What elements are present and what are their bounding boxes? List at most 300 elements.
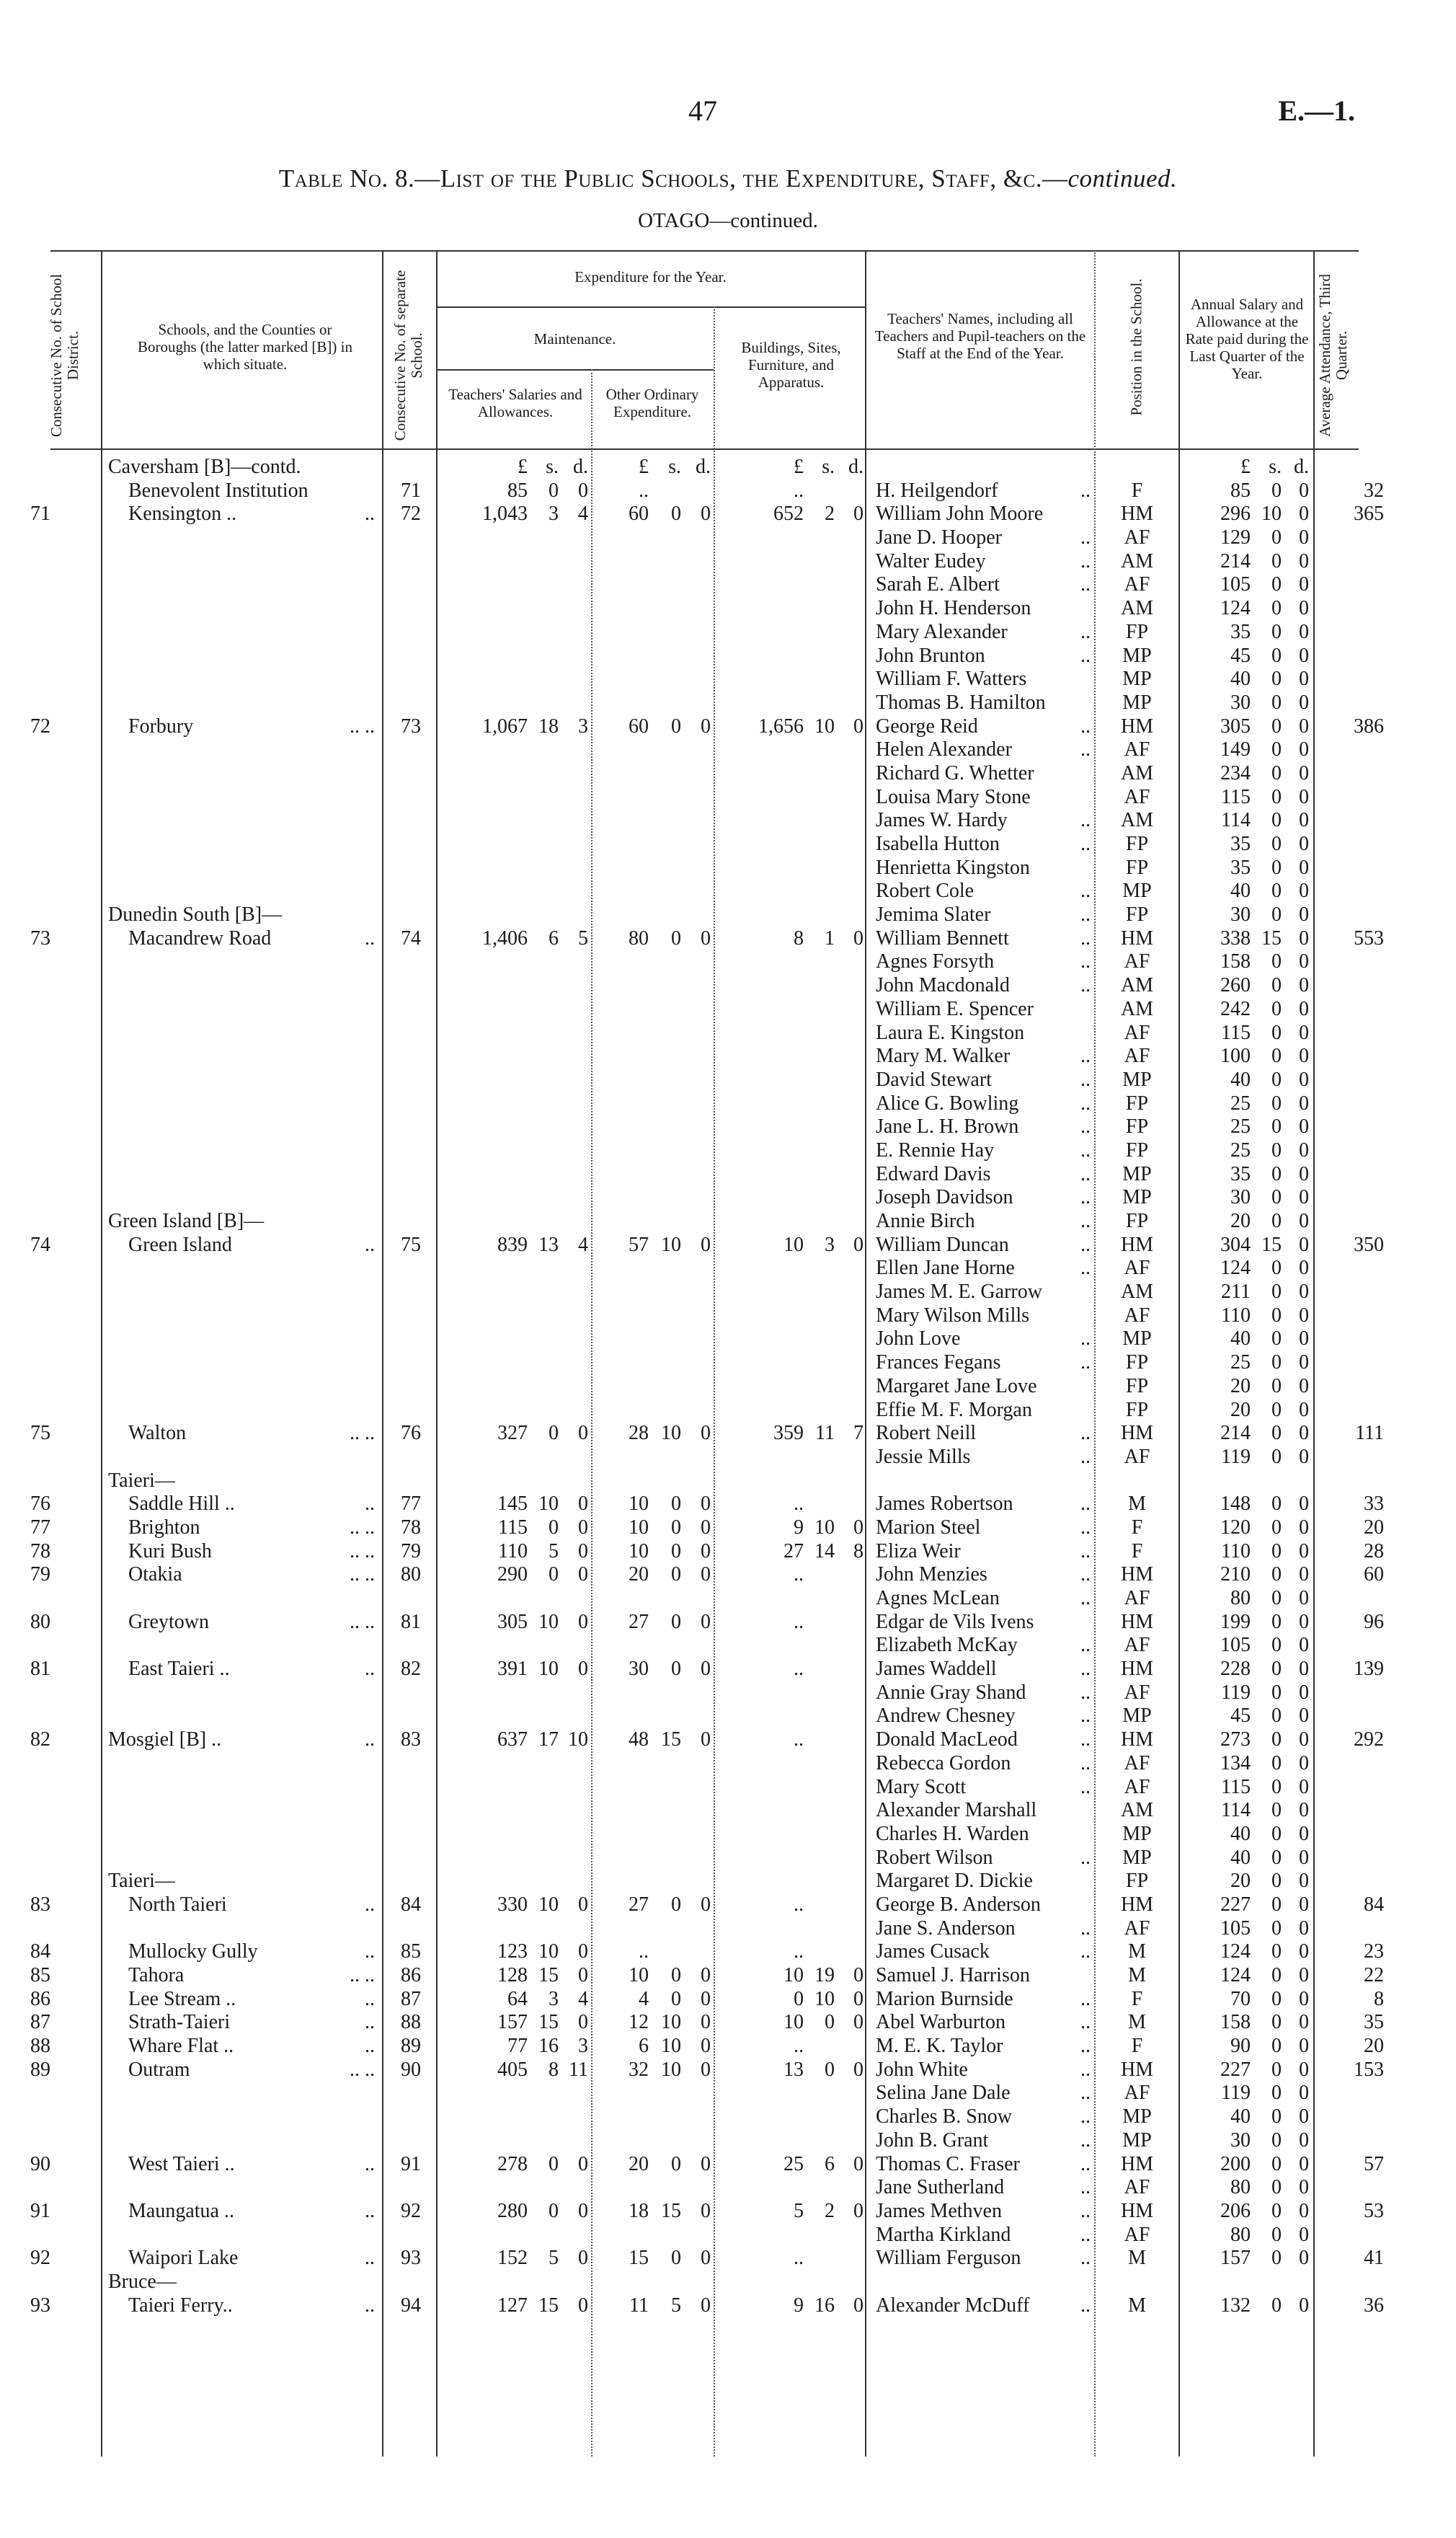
salaries-shillings: 18: [538, 715, 559, 738]
annual-pounds: 114: [1221, 1799, 1251, 1822]
header-attendance: Average Attendance, Third Quarter.: [1316, 273, 1350, 438]
teacher-name: Margaret Jane Love: [876, 1374, 1037, 1397]
annual-shillings: 0: [1271, 856, 1282, 879]
annual-pounds: 124: [1220, 1940, 1251, 1963]
teacher-position: AF: [1124, 1587, 1150, 1609]
annual-shillings: 0: [1271, 620, 1282, 643]
buildings-shillings: 10: [814, 1516, 835, 1539]
other-pence: 0: [701, 1233, 711, 1256]
teacher-position: F: [1131, 2035, 1143, 2058]
other-pounds: 57: [629, 1233, 649, 1256]
buildings-pounds: 9: [794, 2294, 804, 2317]
buildings-shillings: 10: [814, 715, 835, 738]
teacher-name: William Ferguson: [876, 2247, 1021, 2270]
teacher-name: James Cusack: [876, 1940, 990, 1963]
annual-shillings: 0: [1271, 1987, 1282, 2010]
teacher-leader-dots: ..: [1080, 479, 1091, 502]
teacher-name: Charles B. Snow: [876, 2105, 1012, 2128]
average-attendance: 53: [1364, 2199, 1384, 2222]
table-row: [0, 1069, 1456, 1092]
annual-shillings: 0: [1271, 833, 1282, 855]
average-attendance: 23: [1364, 1940, 1384, 1963]
table-row: [0, 526, 1456, 550]
average-attendance: 33: [1364, 1493, 1384, 1516]
buildings-pounds: 9: [794, 1516, 804, 1539]
table-top-rule: [50, 250, 1359, 252]
teacher-name: Jane L. H. Brown: [876, 1115, 1019, 1138]
table-row: [0, 479, 1456, 503]
annual-pence: 0: [1299, 644, 1309, 667]
teacher-name: William F. Watters: [876, 668, 1027, 691]
buildings-pounds: 25: [784, 2152, 804, 2175]
annual-pence: 0: [1299, 1281, 1309, 1304]
teacher-leader-dots: ..: [1080, 1233, 1091, 1256]
annual-shillings: 0: [1271, 1799, 1282, 1822]
other-pounds: 6: [639, 2035, 649, 2058]
teacher-leader-dots: ..: [1080, 1445, 1091, 1468]
leader-dots: .. ..: [350, 1563, 375, 1586]
teacher-name: David Stewart: [876, 1068, 992, 1091]
other-shillings: 0: [671, 1893, 681, 1916]
teacher-leader-dots: ..: [1080, 1916, 1091, 1940]
annual-shillings: 0: [1271, 1893, 1282, 1916]
annual-pounds: 45: [1230, 1704, 1251, 1728]
annual-pounds: 227: [1220, 1893, 1251, 1916]
table-row: [0, 645, 1456, 668]
teacher-position: AF: [1124, 1257, 1150, 1280]
buildings-pounds: ..: [794, 1940, 804, 1963]
teacher-leader-dots: ..: [1080, 1115, 1091, 1138]
school-no: 88: [401, 2011, 421, 2034]
salaries-pounds: 1,067: [482, 715, 528, 738]
other-pence: 0: [701, 2011, 711, 2034]
annual-pence: 0: [1299, 2176, 1309, 2199]
teacher-leader-dots: ..: [1080, 950, 1091, 973]
leader-dots: ..: [365, 1658, 375, 1681]
teacher-position: M: [1128, 1940, 1146, 1963]
teacher-name: James Methven: [876, 2199, 1002, 2222]
leader-dots: ..: [365, 1233, 375, 1256]
annual-shillings: 0: [1271, 1658, 1282, 1681]
other-pounds: 60: [629, 715, 649, 738]
teacher-name: Annie Birch: [876, 1210, 975, 1232]
buildings-pounds: ..: [794, 1493, 804, 1516]
table-row: [0, 1045, 1456, 1069]
annual-pence: 0: [1299, 1775, 1309, 1798]
annual-pounds: 35: [1230, 620, 1251, 643]
annual-pounds: 206: [1220, 2199, 1251, 2222]
school-no: 91: [401, 2152, 421, 2175]
table-row: [0, 2271, 1456, 2294]
other-shillings: 0: [671, 1516, 681, 1539]
teacher-name: Jane S. Anderson: [876, 1916, 1016, 1940]
teacher-name: Eliza Weir: [876, 1539, 961, 1562]
table-row: [0, 1493, 1456, 1516]
annual-pounds: 158: [1220, 2011, 1251, 2034]
annual-pounds: 296: [1220, 503, 1251, 526]
salaries-pence: 0: [578, 1493, 588, 1516]
annual-pence: 0: [1299, 1045, 1309, 1068]
annual-pounds: 35: [1230, 856, 1251, 879]
leader-dots: ..: [365, 2152, 375, 2175]
annual-pounds: 110: [1221, 1539, 1251, 1562]
annual-shillings: 0: [1271, 974, 1282, 997]
other-pence: 0: [701, 927, 711, 950]
buildings-shillings: 0: [825, 2058, 835, 2081]
annual-shillings: 0: [1271, 2105, 1282, 2128]
annual-pounds: £: [1240, 456, 1251, 478]
teacher-leader-dots: ..: [1080, 903, 1091, 927]
teacher-leader-dots: ..: [1080, 927, 1091, 950]
teacher-leader-dots: ..: [1080, 715, 1091, 738]
teacher-position: AF: [1124, 950, 1150, 973]
table-row: [0, 1587, 1456, 1611]
other-pounds: 80: [629, 927, 649, 950]
teacher-leader-dots: ..: [1080, 809, 1091, 832]
school-name: Taieri Ferry..: [128, 2294, 233, 2317]
salaries-pounds: 330: [497, 1893, 528, 1916]
document-reference: E.—1.: [1278, 94, 1355, 127]
buildings-pence: 0: [853, 2058, 864, 2081]
table-row: [0, 738, 1456, 762]
school-no: 80: [401, 1563, 421, 1586]
leader-dots: .. ..: [350, 1422, 375, 1445]
annual-pounds: 114: [1221, 809, 1251, 832]
teacher-position: FP: [1125, 1115, 1149, 1138]
annual-pounds: 158: [1220, 950, 1251, 973]
header-expenditure: Expenditure for the Year.: [574, 268, 727, 286]
buildings-pounds: ..: [794, 1893, 804, 1916]
annual-pence: 0: [1299, 2058, 1309, 2081]
annual-pence: 0: [1299, 573, 1309, 596]
table-row: [0, 927, 1456, 951]
district-no: 81: [30, 1658, 50, 1681]
salaries-pounds: 110: [498, 1539, 528, 1562]
salaries-pounds: 145: [497, 1493, 528, 1516]
annual-shillings: 0: [1271, 1327, 1282, 1350]
annual-pounds: 120: [1220, 1516, 1251, 1539]
other-pence: 0: [701, 1658, 711, 1681]
annual-pounds: 20: [1230, 1398, 1251, 1421]
annual-pounds: 148: [1220, 1493, 1251, 1516]
teacher-leader-dots: ..: [1080, 1987, 1091, 2010]
teacher-position: HM: [1120, 715, 1154, 738]
salaries-pounds: 280: [497, 2199, 528, 2222]
buildings-pounds: 27: [784, 1539, 804, 1562]
annual-shillings: 0: [1271, 903, 1282, 927]
teacher-position: MP: [1122, 2105, 1152, 2128]
annual-shillings: 0: [1271, 2223, 1282, 2246]
table-row: [0, 1847, 1456, 1870]
teacher-leader-dots: ..: [1080, 1658, 1091, 1681]
teacher-name: Rebecca Gordon: [876, 1751, 1011, 1774]
annual-pence: 0: [1299, 2223, 1309, 2246]
table-row: [0, 1658, 1456, 1681]
annual-shillings: 0: [1271, 880, 1282, 903]
teacher-position: AF: [1124, 1775, 1150, 1798]
annual-pounds: 70: [1230, 1987, 1251, 2010]
salaries-pence: 0: [578, 1964, 588, 1986]
teacher-leader-dots: ..: [1080, 644, 1091, 667]
annual-pence: 0: [1299, 1162, 1309, 1185]
teacher-name: Robert Neill: [876, 1422, 977, 1445]
teacher-position: AM: [1120, 809, 1154, 832]
annual-shillings: s.: [1269, 456, 1282, 478]
annual-pence: 0: [1299, 1493, 1309, 1516]
average-attendance: 292: [1354, 1728, 1384, 1751]
teacher-position: FP: [1125, 620, 1149, 643]
salaries-pence: 3: [578, 2035, 588, 2058]
annual-shillings: 0: [1271, 1870, 1282, 1893]
teacher-leader-dots: ..: [1080, 1587, 1091, 1609]
buildings-pounds: 10: [784, 2011, 804, 2034]
annual-shillings: 0: [1271, 1563, 1282, 1586]
school-no: 87: [401, 1987, 421, 2010]
teacher-name: James W. Hardy: [876, 809, 1008, 832]
teacher-position: MP: [1122, 1704, 1152, 1728]
annual-shillings: 0: [1271, 1304, 1282, 1327]
salaries-shillings: 10: [538, 1658, 559, 1681]
teacher-name: Abel Warburton: [876, 2011, 1006, 2034]
other-pence: 0: [701, 1516, 711, 1539]
header-teachers: Teachers' Names, including all Teachers and Pupil-teachers on the Staff at the End of the Year.: [874, 310, 1086, 362]
buildings-shillings: 2: [825, 503, 835, 526]
header-school-no: Consecutive No. of separate School.: [391, 270, 425, 441]
teacher-position: F: [1131, 1516, 1143, 1539]
teacher-position: MP: [1122, 1822, 1152, 1845]
teacher-leader-dots: ..: [1080, 1775, 1091, 1798]
annual-pence: 0: [1299, 1068, 1309, 1091]
teacher-position: HM: [1120, 1893, 1154, 1916]
school-no: 93: [401, 2247, 421, 2270]
table-row: [0, 1634, 1456, 1658]
buildings-pounds: 359: [773, 1422, 804, 1445]
header-other: Other Ordinary Expenditure.: [605, 386, 699, 420]
teacher-name: Elizabeth McKay: [876, 1634, 1018, 1657]
header-maintenance: Maintenance.: [533, 330, 616, 348]
table-body: [0, 456, 1456, 2317]
table-row: [0, 1940, 1456, 1964]
teacher-position: MP: [1122, 1068, 1152, 1091]
teacher-name: Laura E. Kingston: [876, 1021, 1025, 1044]
teacher-name: James Waddell: [876, 1658, 997, 1681]
other-shillings: 15: [661, 2199, 681, 2222]
school-no: 79: [401, 1539, 421, 1562]
table-row: [0, 2059, 1456, 2082]
teacher-name: Mary M. Walker: [876, 1045, 1011, 1068]
table-row: [0, 2011, 1456, 2035]
annual-shillings: 0: [1271, 2082, 1282, 2105]
table-row: [0, 2224, 1456, 2247]
teacher-name: Edgar de Vils Ivens: [876, 1610, 1034, 1633]
teacher-leader-dots: ..: [1080, 1728, 1091, 1751]
salaries-shillings: 10: [538, 1893, 559, 1916]
buildings-shillings: 2: [825, 2199, 835, 2222]
other-pounds: 11: [629, 2294, 649, 2317]
annual-pence: 0: [1299, 2199, 1309, 2222]
buildings-pence: 0: [853, 927, 864, 950]
teacher-position: FP: [1125, 1210, 1149, 1232]
annual-pounds: 40: [1230, 1846, 1251, 1869]
other-pounds: 10: [629, 1539, 649, 1562]
table-row: [0, 1516, 1456, 1540]
teacher-position: AM: [1120, 1281, 1154, 1304]
teacher-leader-dots: ..: [1080, 2035, 1091, 2058]
annual-pence: 0: [1299, 974, 1309, 997]
annual-shillings: 0: [1271, 997, 1282, 1020]
annual-pence: 0: [1299, 1964, 1309, 1986]
teacher-name: William John Moore: [876, 503, 1044, 526]
salaries-pence: 0: [578, 2011, 588, 2034]
district-no: 73: [30, 927, 50, 950]
annual-pounds: 119: [1221, 1681, 1251, 1704]
teacher-position: MP: [1122, 644, 1152, 667]
other-pence: 0: [701, 2035, 711, 2058]
leader-dots: ..: [365, 1728, 375, 1751]
table-row: [0, 2200, 1456, 2224]
annual-shillings: 0: [1271, 668, 1282, 691]
salaries-pence: 0: [578, 1610, 588, 1633]
teacher-name: Alice G. Bowling: [876, 1092, 1019, 1115]
salaries-pounds: £: [518, 456, 528, 478]
average-attendance: 153: [1354, 2058, 1384, 2081]
salaries-pounds: 123: [497, 1940, 528, 1963]
annual-pounds: 30: [1230, 2128, 1251, 2152]
salaries-pence: 0: [578, 2152, 588, 2175]
table-row: [0, 1469, 1456, 1493]
district-no: 79: [30, 1563, 50, 1586]
annual-pounds: 304: [1220, 1233, 1251, 1256]
teacher-position: MP: [1122, 1162, 1152, 1185]
other-pence: 0: [701, 1563, 711, 1586]
annual-pence: 0: [1299, 1751, 1309, 1774]
leader-dots: ..: [365, 503, 375, 526]
annual-pence: 0: [1299, 1870, 1309, 1893]
teacher-position: MP: [1122, 691, 1152, 714]
table-row: [0, 503, 1456, 526]
annual-shillings: 0: [1271, 1021, 1282, 1044]
average-attendance: 22: [1364, 1964, 1384, 1986]
salaries-shillings: 0: [549, 2152, 559, 2175]
teacher-name: Margaret D. Dickie: [876, 1870, 1033, 1893]
annual-pounds: 132: [1220, 2294, 1251, 2317]
salaries-pence: d.: [573, 456, 588, 478]
teacher-position: M: [1128, 2294, 1146, 2317]
annual-shillings: 0: [1271, 1610, 1282, 1633]
school-no: 90: [401, 2058, 421, 2081]
annual-pence: 0: [1299, 1210, 1309, 1232]
table-row: [0, 1399, 1456, 1423]
salaries-pence: 10: [568, 1728, 588, 1751]
teacher-position: HM: [1120, 927, 1154, 950]
teacher-position: AF: [1124, 1916, 1150, 1940]
teacher-position: FP: [1125, 1870, 1149, 1893]
table-row: [0, 1281, 1456, 1304]
school-no: 74: [401, 927, 421, 950]
annual-pounds: 25: [1230, 1138, 1251, 1162]
table-row: [0, 833, 1456, 857]
annual-shillings: 0: [1271, 1751, 1282, 1774]
teacher-leader-dots: ..: [1080, 2294, 1091, 2317]
other-shillings: 10: [661, 1422, 681, 1445]
annual-pence: 0: [1299, 549, 1309, 572]
other-shillings: 0: [671, 2152, 681, 2175]
other-pence: 0: [701, 1422, 711, 1445]
school-name: Saddle Hill ..: [128, 1493, 235, 1516]
other-pounds: 10: [629, 1493, 649, 1516]
teacher-name: Charles H. Warden: [876, 1822, 1029, 1845]
other-pence: 0: [701, 715, 711, 738]
annual-shillings: 0: [1271, 950, 1282, 973]
teacher-leader-dots: ..: [1080, 1940, 1091, 1963]
table-row: [0, 903, 1456, 927]
annual-pounds: 199: [1220, 1610, 1251, 1633]
salaries-pounds: 637: [497, 1728, 528, 1751]
annual-pounds: 115: [1221, 1775, 1251, 1798]
district-no: 90: [30, 2152, 50, 2175]
salaries-shillings: 0: [549, 479, 559, 502]
annual-pence: 0: [1299, 1587, 1309, 1609]
other-shillings: 0: [671, 1539, 681, 1562]
leader-dots: ..: [365, 2011, 375, 2034]
district-no: 87: [30, 2011, 50, 2034]
teacher-name: John White: [876, 2058, 968, 2081]
other-pence: 0: [701, 2058, 711, 2081]
salaries-pence: 0: [578, 1940, 588, 1963]
teacher-leader-dots: ..: [1080, 620, 1091, 643]
annual-pence: 0: [1299, 1516, 1309, 1539]
annual-pounds: 129: [1220, 526, 1251, 549]
teacher-leader-dots: ..: [1080, 1516, 1091, 1539]
other-pounds: 10: [629, 1516, 649, 1539]
annual-pence: 0: [1299, 856, 1309, 879]
annual-pence: 0: [1299, 1257, 1309, 1280]
school-name: Kuri Bush: [128, 1539, 212, 1562]
teacher-position: HM: [1120, 503, 1154, 526]
teacher-leader-dots: ..: [1080, 1186, 1091, 1209]
buildings-pounds: ..: [794, 2035, 804, 2058]
annual-pence: 0: [1299, 1728, 1309, 1751]
buildings-pounds: ..: [794, 1610, 804, 1633]
teacher-leader-dots: ..: [1080, 2011, 1091, 2034]
annual-pounds: 25: [1230, 1092, 1251, 1115]
salaries-pounds: 77: [507, 2035, 528, 2058]
salaries-pounds: 64: [507, 1987, 528, 2010]
teacher-name: John Love: [876, 1327, 961, 1350]
annual-pounds: 40: [1230, 2105, 1251, 2128]
table-row: [0, 715, 1456, 739]
salaries-shillings: 13: [538, 1233, 559, 1256]
buildings-pounds: 0: [794, 1987, 804, 2010]
table-title: [0, 164, 1456, 193]
school-no: 84: [401, 1893, 421, 1916]
teacher-position: AF: [1124, 526, 1150, 549]
buildings-pounds: 5: [794, 2199, 804, 2222]
school-no: 83: [401, 1728, 421, 1751]
buildings-pence: 7: [853, 1422, 864, 1445]
annual-pence: 0: [1299, 2011, 1309, 2034]
other-shillings: s.: [668, 456, 681, 478]
annual-pounds: 20: [1230, 1870, 1251, 1893]
teacher-position: M: [1128, 1493, 1146, 1516]
teacher-name: Agnes Forsyth: [876, 950, 995, 973]
salaries-pounds: 327: [497, 1422, 528, 1445]
table-row: [0, 1752, 1456, 1776]
annual-pounds: 105: [1220, 573, 1251, 596]
teacher-name: Marion Steel: [876, 1516, 981, 1539]
table-row: [0, 1776, 1456, 1800]
teacher-leader-dots: ..: [1080, 1162, 1091, 1185]
